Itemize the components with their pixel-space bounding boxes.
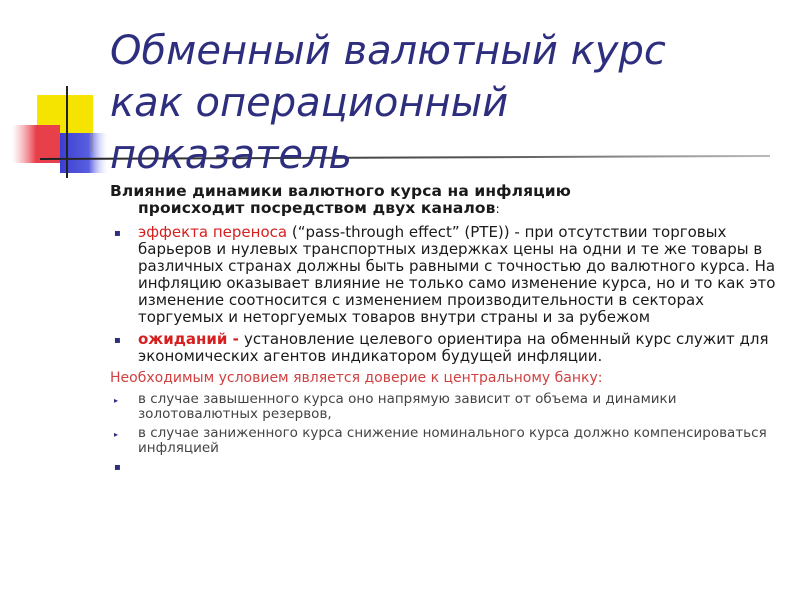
bullet-text: установление целевого ориентира на обменный курс служит для экономических агентов индикатором будущей инфляции. [138,330,769,365]
condition-note: Необходимым условием является доверие к центральному банку: [110,370,603,386]
decor-red-square [12,125,60,163]
sub-bullet-undervalued [110,426,780,456]
bullet-pass-through [110,224,780,326]
title-line-3: показатель [110,132,353,178]
lead-colon: : [495,202,500,216]
sub-bullet-text: в случае завышенного курса оно напрямую зависит от объема и динамики золотовалютных резервов, [138,391,677,422]
bullet-square-icon: ▪ [114,335,121,346]
bullet-text: (“pass-through effect” (PTE)) - при отсутствии торговых барьеров и нулевых транспортных издержках цены на одни и те же товары в различных странах должны быть равными с точностью до валютного курса. На инфляцию оказывает влияние не только само изменение курса, но и то как это изменение соотносится с изменением производительности в секторах торгуемых и неторгуемых товаров внутри страны и за рубежом [138,223,776,326]
slide-title [110,25,770,181]
empty-bullet [110,460,780,476]
sub-bullet-overvalued [110,392,780,422]
bullet-arrow-icon: ▸ [114,430,119,439]
lead-line-2 [110,200,780,218]
bullet-term: ожиданий - [138,330,245,348]
bullet-expectations [110,331,780,365]
sub-bullet-text: в случае заниженного курса снижение номинального курса должно компенсироваться инфляцией [138,425,767,456]
bullet-arrow-icon: ▸ [114,396,119,405]
slide-body [110,183,780,476]
title-line-2: как операционный [110,80,509,126]
bullet-square-icon: ▪ [114,228,121,239]
title-line-1: Обменный валютный курс [110,28,666,74]
lead-line-2-text: происходит посредством двух каналов [138,199,496,217]
lead-line-1: Влияние динамики валютного курса на инфляцию [110,182,571,200]
bullet-square-icon: ▪ [114,462,121,473]
lead-paragraph [110,183,780,218]
bullet-term: эффекта переноса [138,223,288,241]
